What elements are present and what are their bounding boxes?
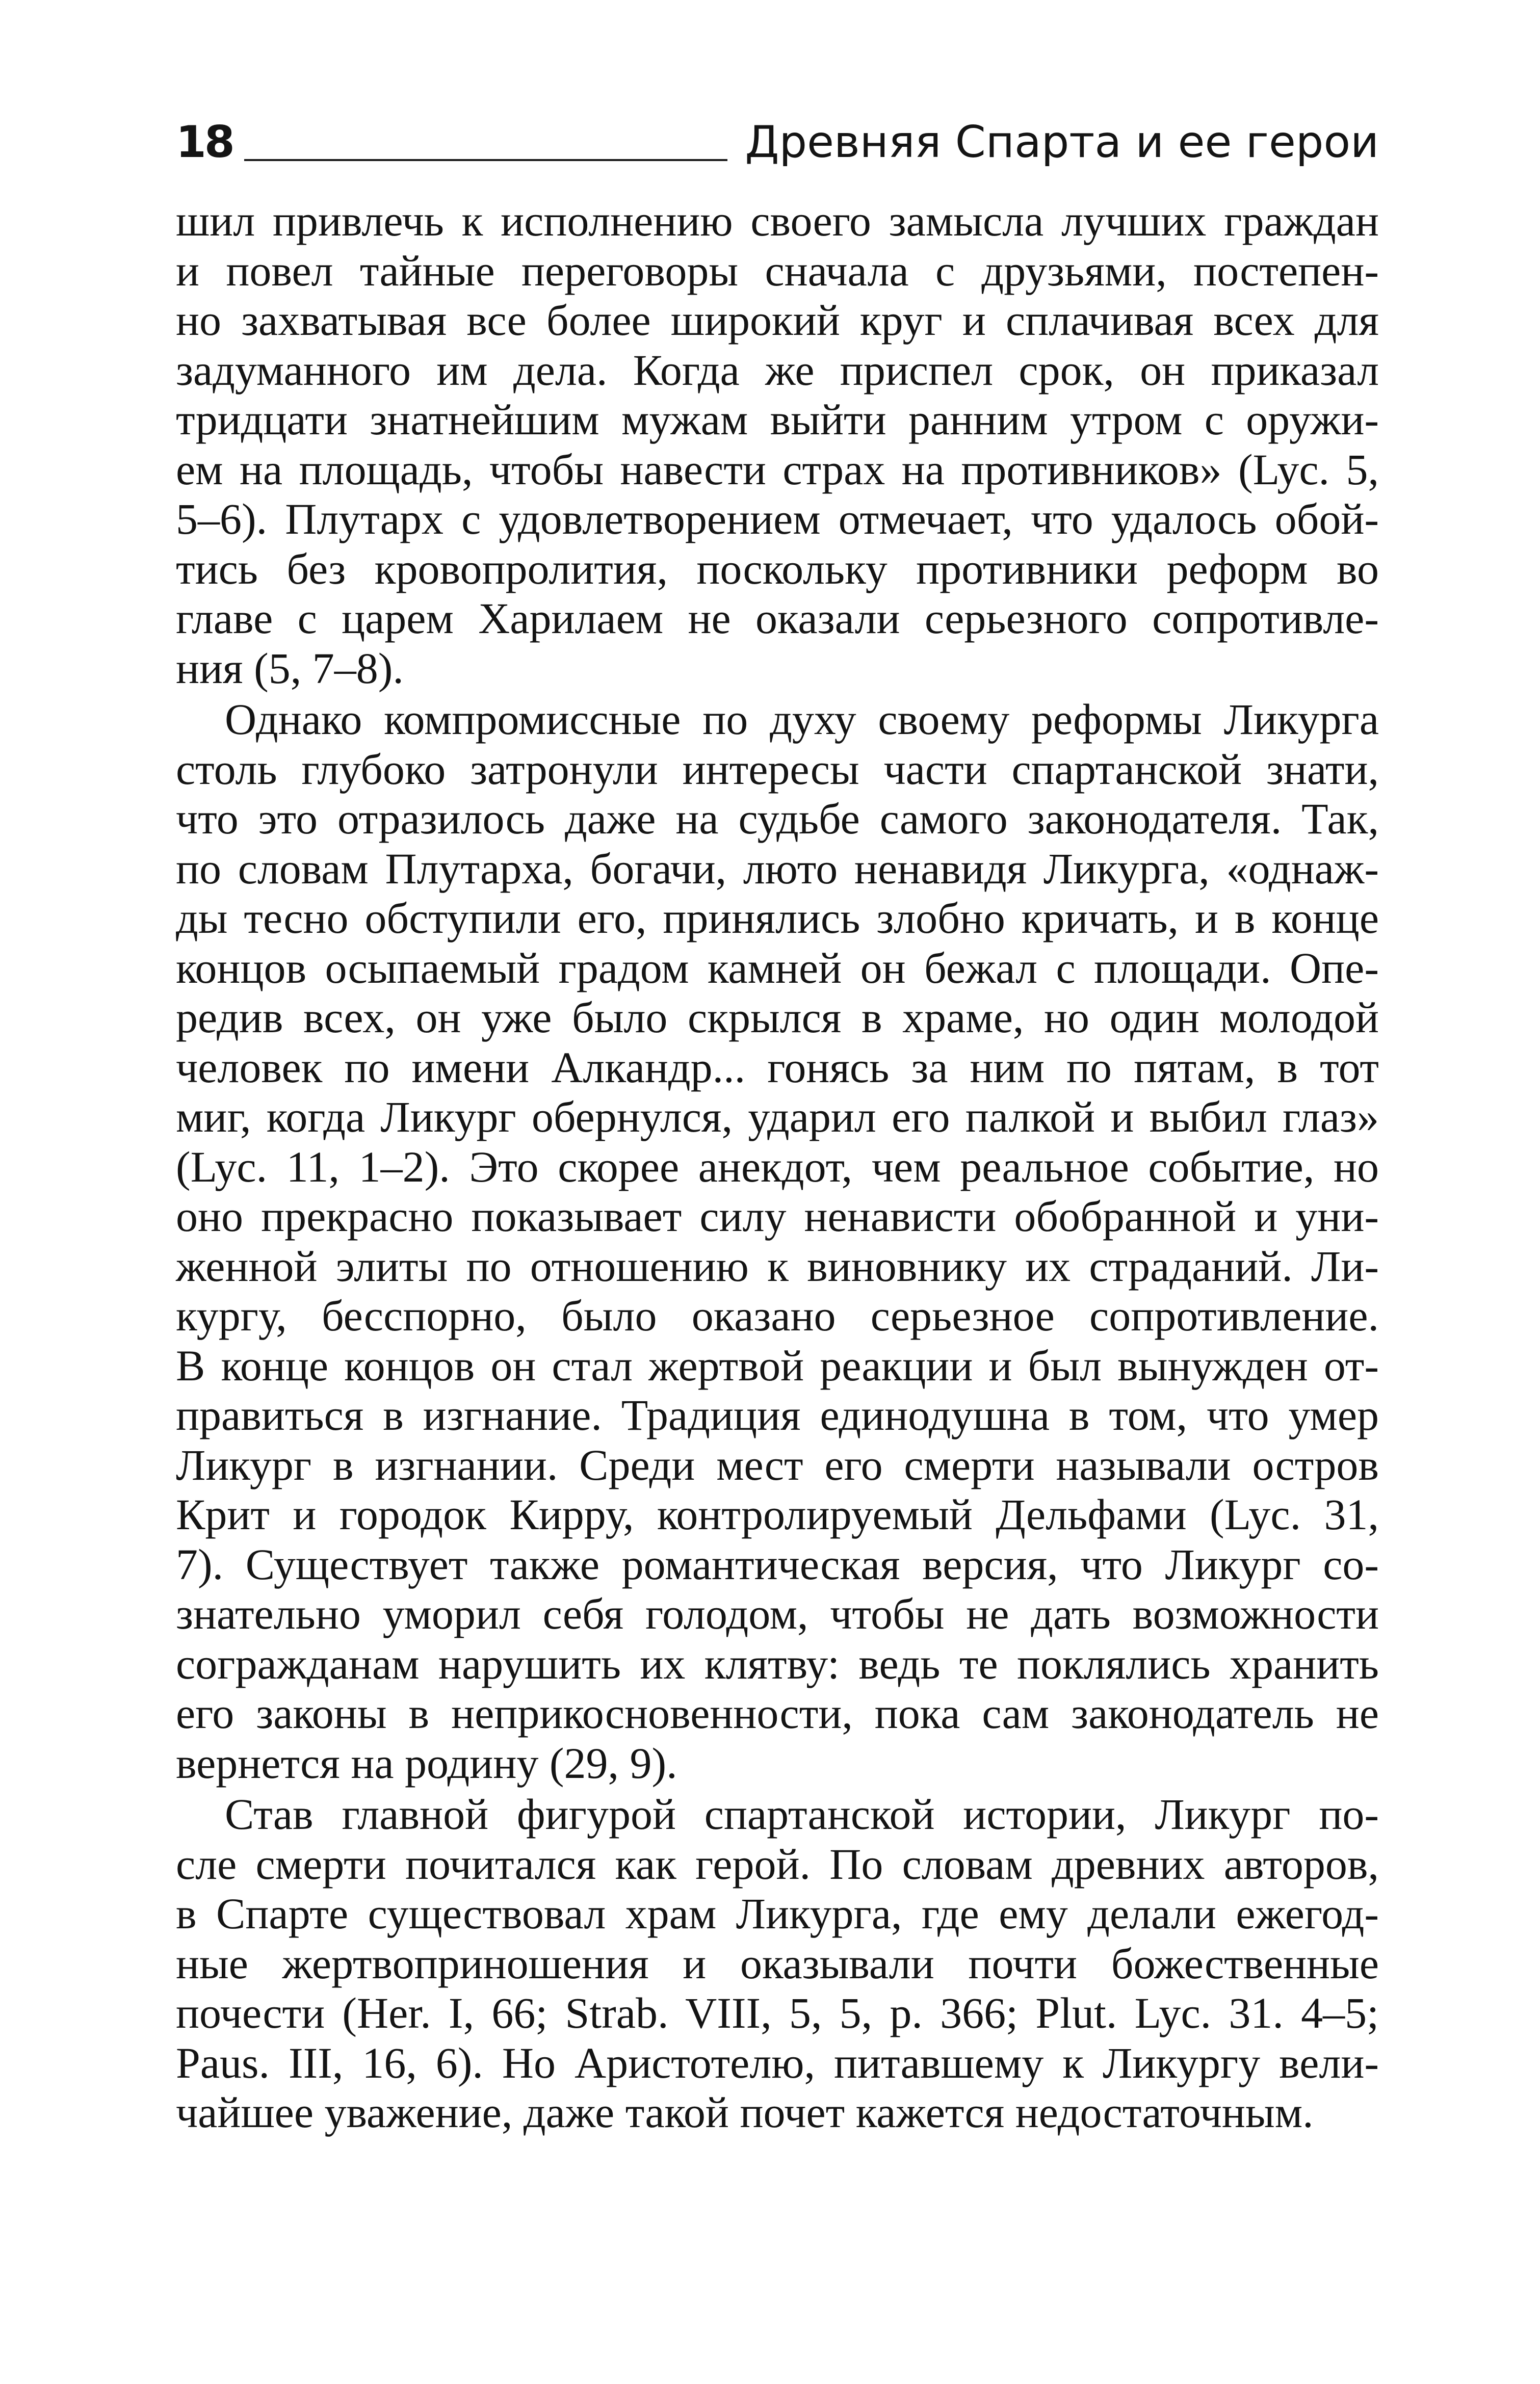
text-line: тридцати знатнейшим мужам выйти ранним утром с оружи-: [176, 395, 1379, 444]
text-line: оно прекрасно показывает силу ненависти обобранной и уни-: [176, 1192, 1379, 1241]
text-line: что это отразилось даже на судьбе самого законодателя. Так,: [176, 794, 1379, 843]
text-line: Крит и городок Кирру, контролируемый Дельфами (Lyc. 31,: [176, 1490, 1379, 1539]
text-line: 7). Существует также романтическая версия, что Ликург со-: [176, 1539, 1379, 1589]
header-rule: [244, 159, 728, 161]
running-title: Древняя Спарта и ее герои: [745, 117, 1379, 168]
text-line: (Lyc. 11, 1–2). Это скорее анекдот, чем реальное событие, но: [176, 1142, 1379, 1191]
text-line: главе с царем Харилаем не оказали серьезного сопротивле-: [176, 594, 1379, 643]
text-line: ные жертвоприношения и оказывали почти божественные: [176, 1938, 1379, 1988]
text-line: вернется на родину (29, 9).: [176, 1738, 677, 1788]
text-line: задуманного им дела. Когда же приспел срок, он приказал: [176, 345, 1379, 395]
text-line: миг, когда Ликург обернулся, ударил его палкой и выбил глаз»: [176, 1092, 1379, 1141]
text-line: почести (Her. I, 66; Strab. VIII, 5, 5, p. 366; Plut. Lyc. 31. 4–5;: [176, 1988, 1379, 2037]
text-line: Paus. III, 16, 6). Но Аристотелю, питавшему к Ликургу вели-: [176, 2038, 1379, 2087]
running-header: [176, 111, 1379, 167]
text-line: и повел тайные переговоры сначала с друзьями, постепен-: [176, 246, 1379, 295]
text-line: редив всех, он уже было скрылся в храме, но один молодой: [176, 993, 1379, 1042]
paragraph-2: [176, 695, 1379, 1788]
text-line: Однако компромиссные по духу своему реформы Ликурга: [225, 695, 1379, 744]
text-line: шил привлечь к исполнению своего замысла лучших граждан: [176, 196, 1379, 245]
text-line: тись без кровопролития, поскольку противники реформ во: [176, 544, 1379, 593]
text-line: женной элиты по отношению к виновнику их страданий. Ли-: [176, 1241, 1379, 1291]
page-number: 18: [176, 117, 233, 168]
text-line: 5–6). Плутарх с удовлетворением отмечает, что удалось обой-: [176, 494, 1379, 543]
text-line: ния (5, 7–8).: [176, 643, 404, 693]
text-line: человек по имени Алкандр... гонясь за ним по пятам, в тот: [176, 1042, 1379, 1092]
text-line: столь глубоко затронули интересы части спартанской знати,: [176, 744, 1379, 794]
body-text: [176, 196, 1379, 2138]
text-line: правиться в изгнание. Традиция единодушна в том, что умер: [176, 1391, 1379, 1439]
text-line: ды тесно обступили его, принялись злобно кричать, и в конце: [176, 894, 1379, 942]
text-line: согражданам нарушить их клятву: ведь те поклялись хранить: [176, 1639, 1379, 1688]
text-line: Став главной фигурой спартанской истории, Ликург по-: [225, 1790, 1379, 1839]
text-line: ем на площадь, чтобы навести страх на противников» (Lyc. 5,: [176, 444, 1379, 494]
text-line: в Спарте существовал храм Ликурга, где ему делали ежегод-: [176, 1889, 1379, 1938]
text-line: чайшее уважение, даже такой почет кажется недостаточным.: [176, 2088, 1314, 2137]
text-line: но захватывая все более широкий круг и сплачивая всех для: [176, 296, 1379, 345]
paragraph-3: [176, 1790, 1379, 2138]
text-line: В конце концов он стал жертвой реакции и был вынужден от-: [176, 1341, 1379, 1390]
paragraph-1: [176, 196, 1379, 693]
text-line: кургу, бесспорно, было оказано серьезное сопротивление.: [176, 1291, 1379, 1340]
text-line: сле смерти почитался как герой. По словам древних авторов,: [176, 1839, 1379, 1889]
text-line: по словам Плутарха, богачи, люто ненавидя Ликурга, «однаж-: [176, 844, 1379, 893]
text-line: его законы в неприкосновенности, пока сам законодатель не: [176, 1689, 1379, 1738]
text-line: знательно уморил себя голодом, чтобы не дать возможности: [176, 1589, 1379, 1638]
text-line: концов осыпаемый градом камней он бежал с площади. Опе-: [176, 943, 1379, 992]
text-line: Ликург в изгнании. Среди мест его смерти называли остров: [176, 1440, 1379, 1489]
